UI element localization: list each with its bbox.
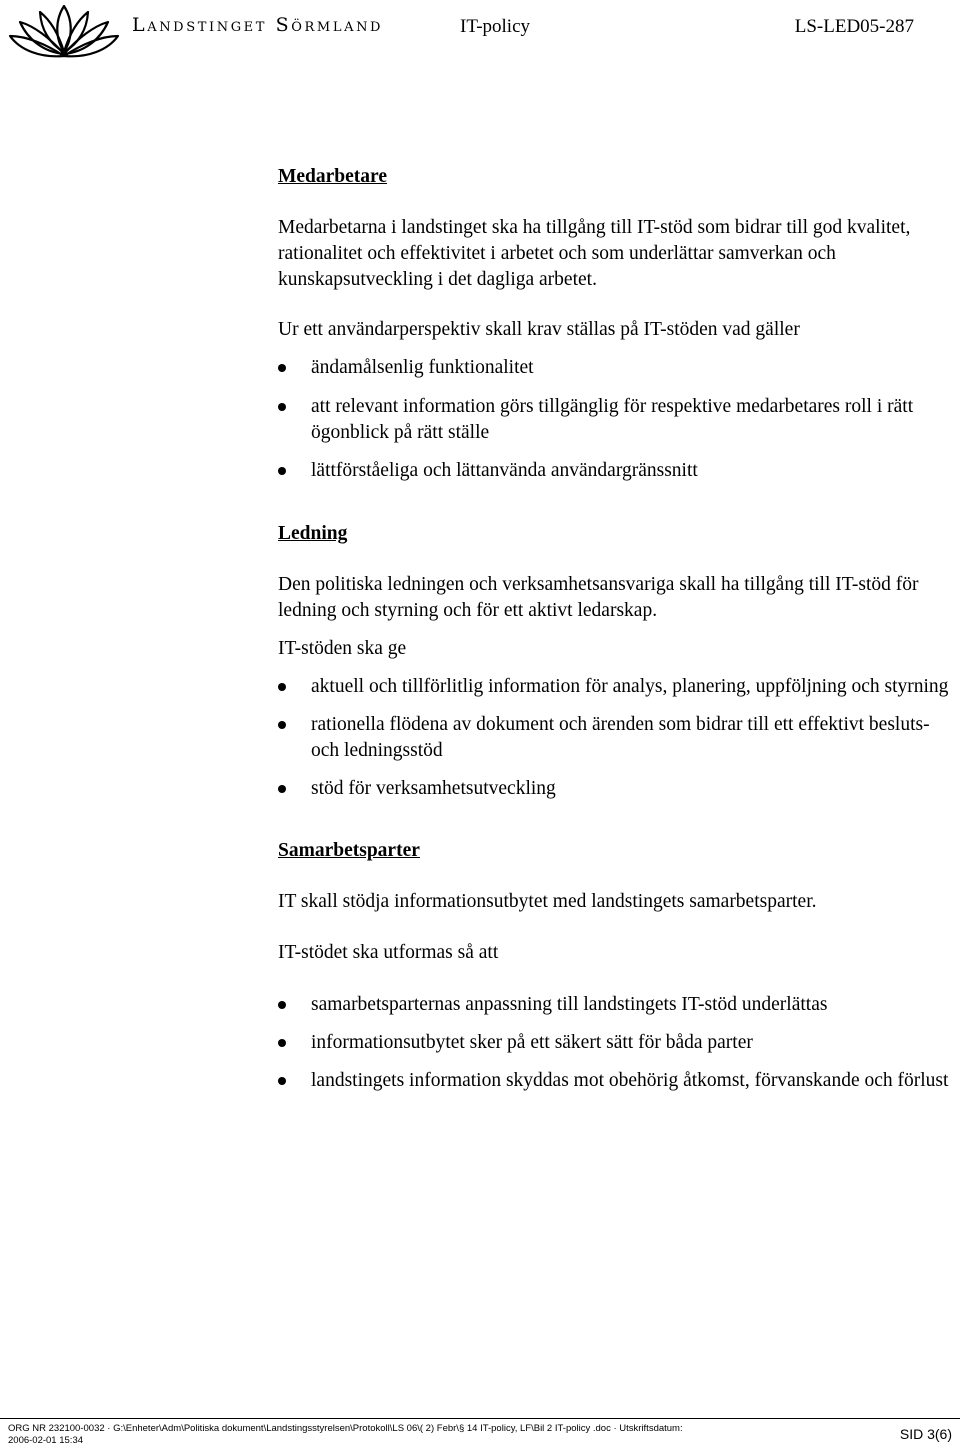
section-intro: Den politiska ledningen och verksamhetsansvariga skall ha tillgång till IT-stöd för ledning och styrning och för ett aktivt ledarskap. bbox=[278, 574, 919, 621]
page-number: SID 3(6) bbox=[899, 1426, 952, 1442]
list-item: lättförståeliga och lättanvända användargränssnitt bbox=[278, 458, 960, 484]
organization-name: Landstinget Sörmland bbox=[132, 14, 384, 36]
list-item: rationella flödena av dokument och ärenden som bidrar till ett effektivt besluts- och ledningsstöd bbox=[278, 712, 960, 764]
section-intro: Medarbetarna i landstinget ska ha tillgång till IT-stöd som bidrar till god kvalitet, rationalitet och effektivitet i arbetet och som underlättar samverkan och kunskapsutveckling i det dagliga arbetet. bbox=[278, 217, 911, 290]
document-body bbox=[278, 164, 960, 1094]
section-samarbetsparter bbox=[278, 838, 960, 1094]
section-heading: Samarbetsparter bbox=[278, 840, 420, 861]
footer-file-path: ORG NR 232100-0032 · G:\Enheter\Adm\Politiska dokument\Landstingsstyrelsen\Protokoll\LS 06\( 2) Febr\§ 14 IT-policy, LF\Bil 2 IT-policy .doc · Utskriftsdatum: 2006-02-01 15:34 bbox=[8, 1423, 683, 1446]
list-item: landstingets information skyddas mot obehörig åtkomst, förvanskande och förlust bbox=[278, 1068, 960, 1094]
bullet-list bbox=[278, 674, 960, 802]
section-heading: Ledning bbox=[278, 523, 348, 544]
section-intro: IT skall stödja informationsutbytet med landstingets samarbetsparter. bbox=[278, 891, 817, 912]
document-title: IT-policy bbox=[460, 16, 531, 37]
bullet-list bbox=[278, 992, 960, 1094]
section-ledning bbox=[278, 521, 960, 802]
tulip-crown-logo-icon bbox=[6, 2, 122, 60]
section-lead: IT-stöden ska ge bbox=[278, 638, 407, 659]
page-header bbox=[0, 0, 960, 60]
section-lead: IT-stödet ska utformas så att bbox=[278, 942, 499, 963]
list-item: aktuell och tillförlitlig information för analys, planering, uppföljning och styrning bbox=[278, 674, 960, 700]
list-item: ändamålsenlig funktionalitet bbox=[278, 355, 960, 381]
bullet-list bbox=[278, 355, 960, 484]
list-item: stöd för verksamhetsutveckling bbox=[278, 776, 960, 802]
section-heading: Medarbetare bbox=[278, 166, 388, 187]
document-id: LS-LED05-287 bbox=[794, 16, 914, 37]
page-footer bbox=[0, 1418, 960, 1445]
section-lead: Ur ett användarperspektiv skall krav ställas på IT-stöden vad gäller bbox=[278, 319, 800, 340]
section-medarbetare bbox=[278, 164, 960, 484]
list-item: informationsutbytet sker på ett säkert sätt för båda parter bbox=[278, 1030, 960, 1056]
list-item: att relevant information görs tillgänglig för respektive medarbetares roll i rätt ögonblick på rätt ställe bbox=[278, 394, 960, 446]
list-item: samarbetsparternas anpassning till landstingets IT-stöd underlättas bbox=[278, 992, 960, 1018]
